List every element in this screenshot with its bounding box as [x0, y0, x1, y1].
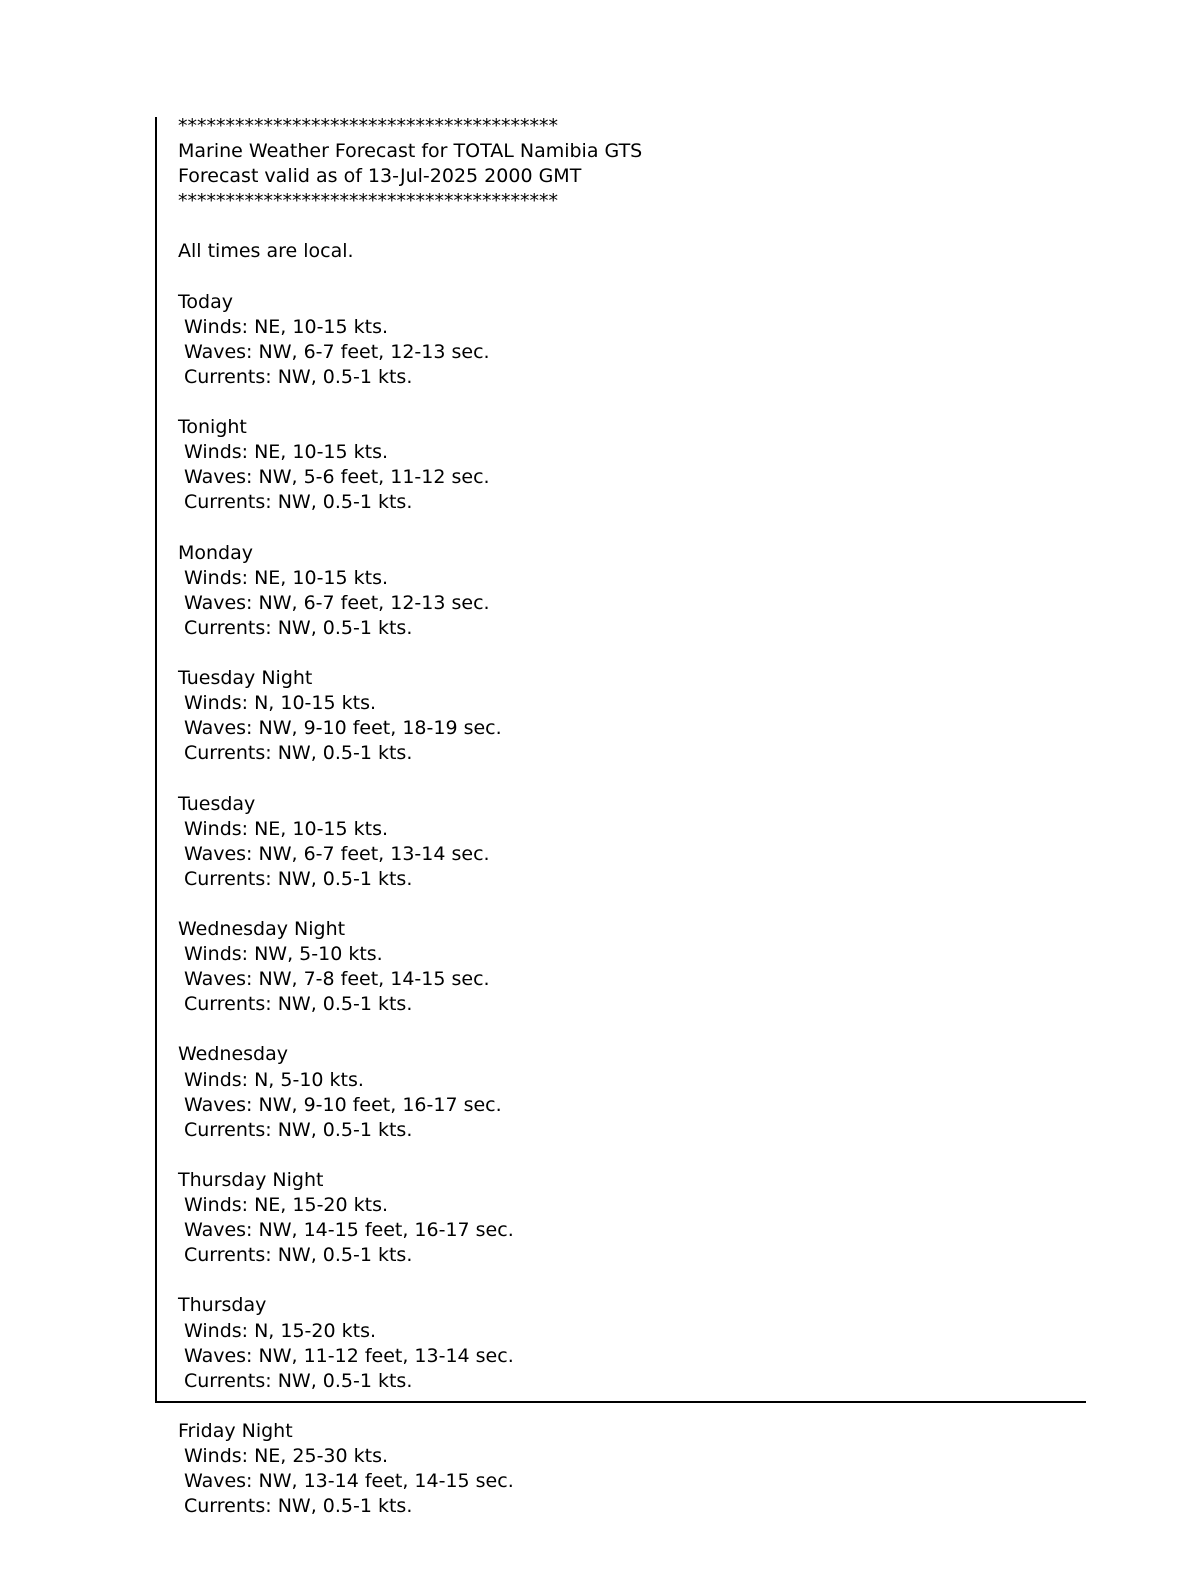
- winds-line: Winds: N, 10-15 kts.: [184, 692, 377, 715]
- currents-line: Currents: NW, 0.5-1 kts.: [184, 616, 413, 639]
- waves-line: Waves: NW, 9-10 feet, 18-19 sec.: [184, 717, 502, 740]
- currents-line: Currents: NW, 0.5-1 kts.: [184, 491, 413, 514]
- forecast-section-tuesday-night: [178, 666, 1158, 791]
- period-name: Tuesday: [178, 792, 256, 815]
- forecast-section-thursday: [178, 1293, 1158, 1418]
- waves-line: Waves: NW, 6-7 feet, 12-13 sec.: [184, 591, 490, 614]
- period-name: Monday: [178, 541, 254, 564]
- waves-line: Waves: NW, 7-8 feet, 14-15 sec.: [184, 968, 490, 991]
- currents-line: Currents: NW, 0.5-1 kts.: [184, 867, 413, 890]
- winds-line: Winds: NE, 10-15 kts.: [184, 441, 389, 464]
- winds-line: Winds: NE, 10-15 kts.: [184, 566, 389, 589]
- currents-line: Currents: NW, 0.5-1 kts.: [184, 1118, 413, 1141]
- times-note: All times are local.: [178, 240, 354, 263]
- blank-line: [178, 1394, 1158, 1419]
- currents-line: Currents: NW, 0.5-1 kts.: [184, 993, 413, 1016]
- forecast-section-tonight: [178, 415, 1158, 540]
- blank-line: [178, 1519, 1158, 1544]
- blank-line: [178, 1143, 1158, 1168]
- currents-line: Currents: NW, 0.5-1 kts.: [184, 1244, 413, 1267]
- blank-line: [178, 1017, 1158, 1042]
- blank-line: [178, 516, 1158, 541]
- waves-line: Waves: NW, 6-7 feet, 12-13 sec.: [184, 340, 490, 363]
- forecast-section-wednesday: [178, 1042, 1158, 1167]
- period-name: Wednesday: [178, 1043, 289, 1066]
- waves-line: Waves: NW, 9-10 feet, 16-17 sec.: [184, 1093, 502, 1116]
- blank-line: [178, 265, 1158, 290]
- separator-line-top: ****************************************: [178, 115, 558, 137]
- period-name: Tonight: [178, 416, 247, 439]
- blank-line: [178, 766, 1158, 791]
- blank-line: [178, 892, 1158, 917]
- winds-line: Winds: N, 15-20 kts.: [184, 1319, 377, 1342]
- winds-line: Winds: NE, 15-20 kts.: [184, 1194, 389, 1217]
- waves-line: Waves: NW, 13-14 feet, 14-15 sec.: [184, 1470, 514, 1493]
- forecast-text: [178, 114, 1158, 1544]
- period-name: Wednesday Night: [178, 918, 346, 940]
- winds-line: Winds: N, 5-10 kts.: [184, 1068, 364, 1091]
- forecast-section-today: [178, 290, 1158, 415]
- currents-line: Currents: NW, 0.5-1 kts.: [184, 365, 413, 388]
- currents-line: Currents: NW, 0.5-1 kts.: [184, 1495, 413, 1518]
- forecast-frame-left-border: [155, 117, 157, 1403]
- winds-line: Winds: NE, 10-15 kts.: [184, 315, 389, 338]
- forecast-section-thursday-night: [178, 1168, 1158, 1293]
- currents-line: Currents: NW, 0.5-1 kts.: [184, 742, 413, 765]
- period-name: Thursday: [178, 1294, 267, 1317]
- blank-line: [178, 1268, 1158, 1293]
- waves-line: Waves: NW, 5-6 feet, 11-12 sec.: [184, 466, 490, 489]
- waves-line: Waves: NW, 14-15 feet, 16-17 sec.: [184, 1219, 514, 1242]
- currents-line: Currents: NW, 0.5-1 kts.: [184, 1369, 413, 1392]
- winds-line: Winds: NW, 5-10 kts.: [184, 943, 383, 966]
- blank-line: [178, 390, 1158, 415]
- forecast-section-friday-night: [178, 1419, 1158, 1544]
- forecast-section-monday: [178, 541, 1158, 666]
- forecast-valid-line: Forecast valid as of 13-Jul-2025 2000 GMT: [178, 165, 582, 188]
- forecast-section-tuesday: [178, 792, 1158, 917]
- winds-line: Winds: NE, 10-15 kts.: [184, 817, 389, 840]
- period-name: Tuesday Night: [178, 667, 313, 690]
- separator-line-bottom: ****************************************: [178, 190, 558, 213]
- waves-line: Waves: NW, 6-7 feet, 13-14 sec.: [184, 842, 490, 865]
- waves-line: Waves: NW, 11-12 feet, 13-14 sec.: [184, 1344, 514, 1367]
- period-name: Friday Night: [178, 1419, 293, 1442]
- blank-line: [178, 214, 1158, 239]
- blank-line: [178, 641, 1158, 666]
- forecast-section-wednesday-night: [178, 917, 1158, 1042]
- period-name: Today: [178, 290, 233, 313]
- winds-line: Winds: NE, 25-30 kts.: [184, 1444, 389, 1467]
- period-name: Thursday Night: [178, 1168, 324, 1191]
- forecast-title: Marine Weather Forecast for TOTAL Namibia GTS: [178, 140, 643, 163]
